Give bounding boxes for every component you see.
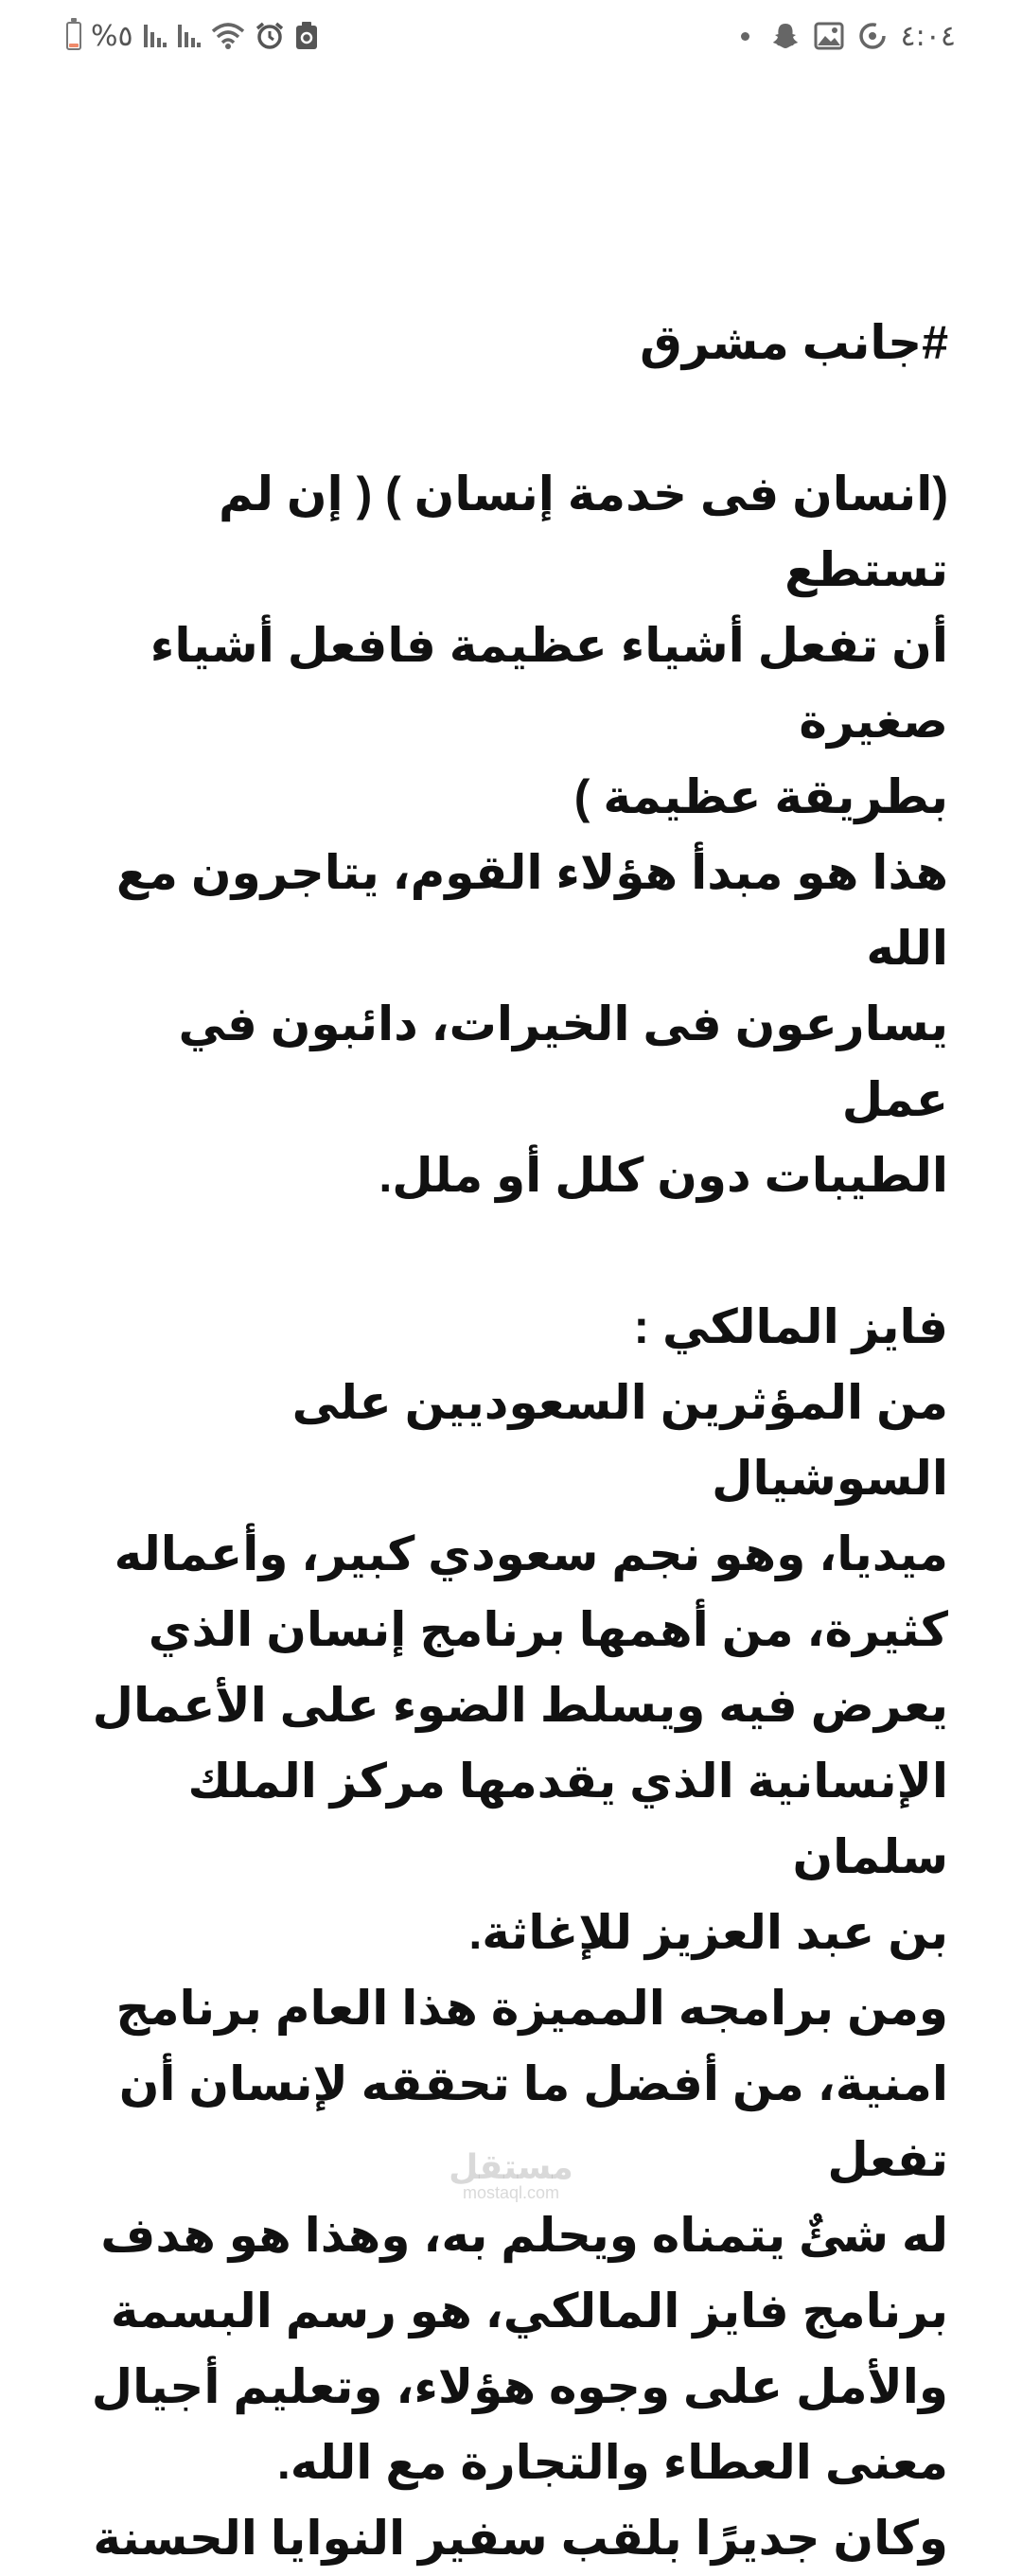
notification-dot-icon [741, 32, 749, 41]
article-body [81, 305, 948, 2576]
article-heading: فايز المالكي : [633, 1300, 948, 1353]
status-bar-right [741, 17, 956, 55]
battery-fill [69, 44, 79, 47]
gallery-icon [814, 22, 844, 50]
paragraph-spacer [81, 380, 948, 456]
article-paragraph: ومن برامجه المميزة هذا العام برنامج امنية، من أفضل ما تحققه لإنسان أن تفعل له شئٌ يتمناه ويحلم به، وهذا هو هدف برنامج فايز المالكي، هو رسم البسمة والأمل على وجوه هؤلاء، وتعليم أجيال معنى العطاء والتجارة مع الله. [91, 1982, 948, 2489]
article-hashtag[interactable]: #جانب مشرق [640, 316, 948, 369]
clock: ٤:٠٤ [900, 19, 956, 53]
status-bar-left [66, 17, 319, 55]
article-intro: (انسان فى خدمة إنسان ) ( إن لم تستطع أن تفعل أشياء عظيمة فافعل أشياء صغيرة بطريقة عظيمة ) هذا هو مبدأ هؤلاء القوم، يتاجرون مع الله يسارعون فى الخيرات، دائبون في عمل الطيبات دون كلل أو ملل. [115, 468, 948, 1202]
signal-icon [177, 23, 202, 49]
watermark-latin: mostaql.com [462, 2183, 560, 2202]
watermark-arabic: مستقل [449, 2147, 573, 2186]
status-bar [0, 0, 1022, 76]
article-paragraph: وكان جديرًا بلقب سفير النوايا الحسنة [93, 2512, 948, 2565]
data-saver-icon [857, 21, 888, 51]
paragraph-spacer [81, 1213, 948, 1289]
battery-icon [66, 22, 81, 50]
signal-icon [143, 23, 167, 49]
article-paragraph: من المؤثرين السعوديين على السوشيال ميديا، وهو نجم سعودي كبير، وأعماله كثيرة، من أهمها برنامج إنسان الذي يعرض فيه ويسلط الضوء على الأعمال الإنسانية الذي يقدمها مركز الملك سلمان بن عبد العزيز للإغاثة. [92, 1376, 948, 1959]
snapchat-icon [770, 21, 801, 51]
alarm-icon [255, 21, 285, 51]
wifi-icon [211, 22, 245, 50]
battery-percent: %٥ [91, 19, 133, 53]
recycle-icon [294, 21, 319, 51]
